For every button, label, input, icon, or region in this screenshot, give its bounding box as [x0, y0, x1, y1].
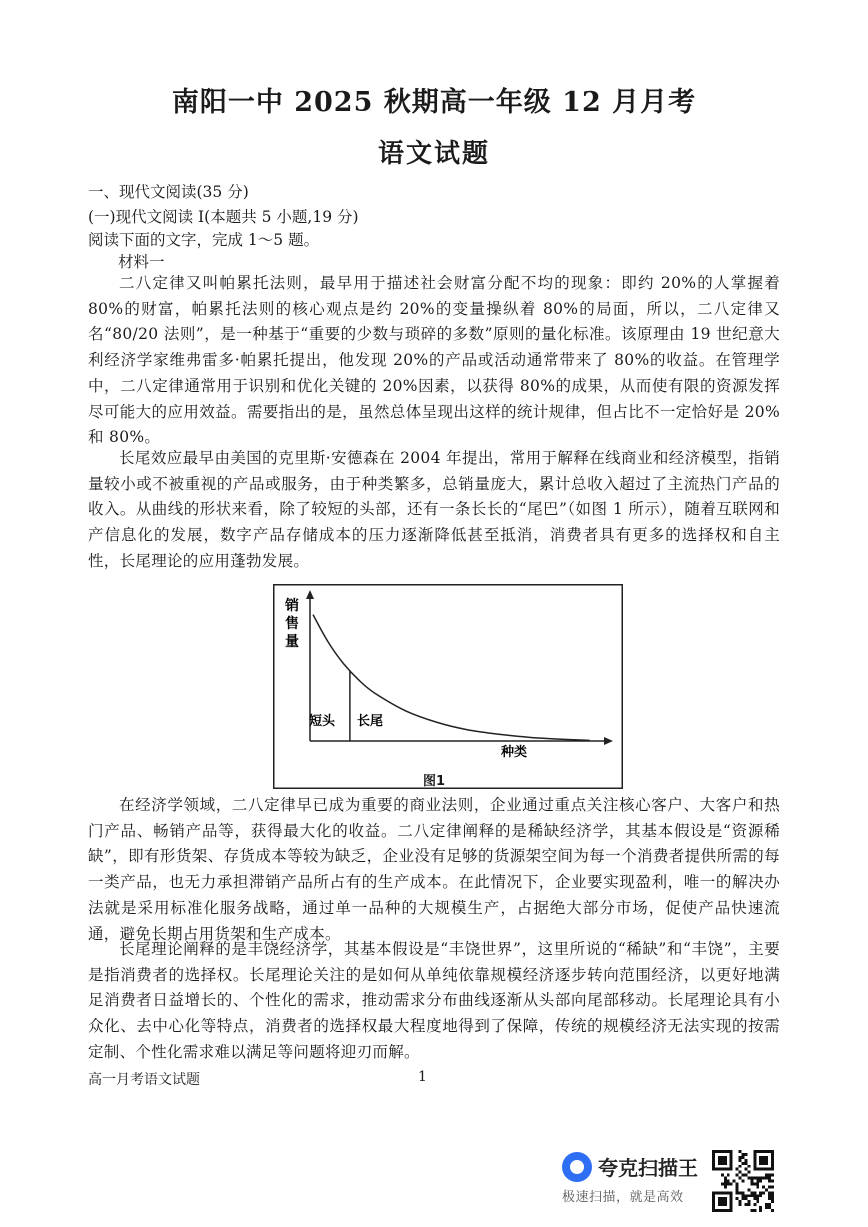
- qr-module: [762, 1185, 765, 1188]
- qr-module: [771, 1150, 774, 1171]
- qr-module: [744, 1174, 747, 1177]
- qr-module: [744, 1203, 747, 1206]
- qr-module: [744, 1162, 747, 1165]
- qr-module: [744, 1153, 747, 1156]
- qr-module: [736, 1188, 739, 1191]
- qr-module: [747, 1203, 750, 1206]
- qr-module: [744, 1168, 747, 1171]
- section-heading: 一、现代文阅读(35 分): [88, 183, 249, 201]
- qr-module: [718, 1156, 727, 1165]
- qr-module: [768, 1191, 771, 1194]
- qr-module: [747, 1177, 750, 1180]
- qr-module: [756, 1194, 759, 1197]
- qr-module: [750, 1182, 753, 1185]
- qr-module: [771, 1174, 774, 1177]
- qr-module: [712, 1191, 733, 1194]
- qr-module: [756, 1197, 759, 1200]
- qr-module: [742, 1191, 745, 1194]
- qr-module: [742, 1197, 745, 1200]
- qr-module: [742, 1162, 745, 1165]
- qr-module: [724, 1185, 727, 1188]
- qr-module: [733, 1180, 736, 1183]
- qr-module: [765, 1177, 768, 1180]
- qr-module: [721, 1174, 724, 1177]
- qr-module: [771, 1197, 774, 1200]
- qr-module: [762, 1177, 765, 1180]
- qr-module: [756, 1180, 759, 1183]
- x-label: 种类: [501, 745, 528, 760]
- qr-module: [768, 1180, 771, 1183]
- y-label-char-3: 量: [285, 634, 299, 650]
- qr-module: [765, 1203, 768, 1206]
- qr-module: [768, 1177, 771, 1180]
- qr-module: [736, 1191, 739, 1194]
- qr-module: [759, 1206, 762, 1209]
- qr-module: [750, 1180, 753, 1183]
- qr-module: [739, 1150, 742, 1153]
- qr-module: [739, 1203, 742, 1206]
- qr-module: [742, 1180, 745, 1183]
- qr-module: [750, 1191, 753, 1194]
- x-axis-arrow: [604, 737, 613, 745]
- qr-module: [771, 1180, 774, 1183]
- qr-module: [753, 1209, 756, 1212]
- qr-module: [742, 1156, 745, 1159]
- qr-module: [747, 1200, 750, 1203]
- qr-module: [744, 1197, 747, 1200]
- qr-module: [756, 1185, 759, 1188]
- y-label-char-2: 售: [285, 616, 299, 632]
- paragraph-3: 在经济学领域，二八定律早已成为重要的商业法则，企业通过重点关注核心客户、大客户和热门产品、畅销产品等，获得最大化的收益。二八定律阐释的是稀缺经济学，其基本假设是“资源稀缺”，即有形货架、存货成本等较为缺乏，企业没有足够的货源架空间为每一个消费者提供所需的每一类产品，也无力承担滞销产品所占有的生产成本。在此情况下，企业要实现盈利，唯一的解决办法就是采用标准化服务战略，通过单一品种的大规模生产，占据绝大部分市场，促使产品快速流通，避免长期占用货架和生产成本。: [88, 796, 780, 943]
- qr-module: [712, 1150, 715, 1171]
- qr-module: [771, 1209, 774, 1212]
- qr-module: [712, 1150, 733, 1153]
- exam-title: 南阳一中 2025 秋期高一年级 12 月月考: [171, 87, 697, 118]
- qr-module: [768, 1203, 771, 1206]
- qr-module: [765, 1174, 768, 1177]
- qr-module: [759, 1177, 762, 1180]
- material-label: 材料一: [118, 253, 165, 271]
- qr-module: [739, 1191, 742, 1194]
- sub-section-heading: (一)现代文阅读 I(本题共 5 小题,19 分): [88, 208, 359, 226]
- qr-module: [724, 1180, 727, 1183]
- qr-module: [747, 1165, 750, 1168]
- qr-module: [730, 1191, 733, 1212]
- long-tail-figure: [273, 584, 623, 789]
- qr-module: [753, 1150, 774, 1153]
- qr-module: [744, 1159, 747, 1162]
- paragraph-4: 长尾理论阐释的是丰饶经济学，其基本假设是“丰饶世界”，这里所说的“稀缺”和“丰饶”，主要是指消费者的选择权。长尾理论关注的是如何从单纯依靠规模经济逐步转向范围经济，以更好地满足消费者日益增长的、个性化的需求，推动需求分布曲线逐渐从头部向尾部移动。长尾理论具有小众化、去中心化等特点，消费者的选择权最大程度地得到了保障，传统的规模经济无法实现的按需定制、个性化需求难以满足等问题将迎刃而解。: [88, 940, 780, 1061]
- figure-caption: 图1: [422, 774, 446, 789]
- qr-module: [736, 1174, 739, 1177]
- qr-module: [739, 1177, 742, 1180]
- qr-module: [712, 1168, 733, 1171]
- qr-module: [742, 1153, 745, 1156]
- qr-module: [771, 1194, 774, 1197]
- scanner-watermark: [562, 1150, 712, 1210]
- qr-module: [765, 1188, 768, 1191]
- qr-module: [724, 1182, 727, 1185]
- qr-module: [771, 1200, 774, 1203]
- page-number: 1: [418, 1069, 427, 1085]
- exam-subtitle: 语文试题: [377, 139, 490, 169]
- qr-module: [765, 1206, 768, 1209]
- y-axis-arrow: [306, 590, 314, 599]
- qr-code-icon: [712, 1150, 774, 1212]
- qr-module: [712, 1209, 733, 1212]
- qr-module: [762, 1191, 765, 1194]
- qr-module: [736, 1168, 739, 1171]
- instruction: 阅读下面的文字，完成 1～5 题。: [88, 231, 320, 249]
- qr-module: [718, 1197, 727, 1206]
- brand-slogan: 极速扫描，就是高效: [562, 1190, 684, 1205]
- qr-module: [759, 1180, 762, 1183]
- qr-module: [753, 1177, 756, 1180]
- qr-module: [721, 1182, 724, 1185]
- qr-module: [753, 1150, 756, 1171]
- qr-module: [753, 1191, 756, 1194]
- qr-module: [730, 1150, 733, 1171]
- qr-module: [739, 1156, 742, 1159]
- quark-logo-icon: [562, 1152, 592, 1182]
- qr-module: [753, 1194, 756, 1197]
- paragraph-1: 二八定律又叫帕累托法则，最早用于描述社会财富分配不均的现象：即约 20%的人掌握着 80%的财富，帕累托法则的核心观点是约 20%的变量操纵着 80%的局面，所以，二八定律又名“80/20 法则”，是一种基于“重要的少数与琐碎的多数”原则的量化标准。该原理由 19 世纪意大利经济学家维弗雷多·帕累托提出，他发现 20%的产品或活动通常带来了 80%的收益。在管理学中，二八定律通常用于识别和优化关键的 20%因素，以获得 80%的成果，从而使有限的资源发挥尽可能大的应用效益。需要指出的是，虽然总体呈现出这样的统计规律，但占比不一定恰好是 20%和 80%。: [88, 274, 780, 447]
- qr-module: [759, 1209, 762, 1212]
- brand-name: 夸克扫描王: [598, 1156, 698, 1180]
- qr-module: [736, 1182, 739, 1185]
- qr-module: [744, 1194, 747, 1197]
- qr-module: [768, 1174, 771, 1177]
- qr-module: [768, 1185, 771, 1188]
- head-label: 短头: [309, 714, 336, 729]
- qr-module: [747, 1188, 750, 1191]
- paragraph-2: 长尾效应最早由美国的克里斯·安德森在 2004 年提出，常用于解释在线商业和经济模型，指销量较小或不被重视的产品或服务，由于种类繁多，总销量庞大，累计总收入超过了主流热门产品的收入。从曲线的形状来看，除了较短的头部，还有一条长长的“尾巴”（如图 1 所示），随着互联网和产信息化的发展，数字产品存储成本的压力逐渐降低甚至抵消，消费者具有更多的选择权和自主性，长尾理论的应用蓬勃发展。: [88, 449, 780, 570]
- qr-module: [739, 1165, 742, 1168]
- qr-module: [753, 1203, 756, 1206]
- qr-module: [768, 1194, 771, 1197]
- qr-module: [727, 1174, 730, 1177]
- qr-module: [736, 1197, 739, 1200]
- qr-module: [730, 1182, 733, 1185]
- qr-module: [739, 1159, 742, 1162]
- qr-module: [742, 1174, 745, 1177]
- figure-frame: [274, 585, 623, 789]
- qr-module: [747, 1194, 750, 1197]
- qr-module: [759, 1156, 768, 1165]
- qr-module: [739, 1200, 742, 1203]
- qr-module: [756, 1182, 759, 1185]
- qr-module: [750, 1194, 753, 1197]
- qr-module: [768, 1197, 771, 1200]
- qr-module: [753, 1197, 756, 1200]
- qr-module: [750, 1209, 753, 1212]
- tail-label: 长尾: [357, 714, 384, 729]
- qr-module: [724, 1177, 727, 1180]
- qr-module: [753, 1168, 774, 1171]
- qr-module: [759, 1191, 762, 1194]
- qr-module: [753, 1182, 756, 1185]
- qr-module: [750, 1177, 753, 1180]
- footer-title: 高一月考语文试题: [88, 1072, 200, 1088]
- qr-module: [759, 1194, 762, 1197]
- qr-module: [768, 1206, 771, 1209]
- qr-module: [739, 1171, 742, 1174]
- qr-module: [756, 1177, 759, 1180]
- qr-module: [756, 1200, 759, 1203]
- qr-module: [747, 1171, 750, 1174]
- qr-module: [736, 1185, 739, 1188]
- qr-module: [771, 1185, 774, 1188]
- qr-module: [742, 1194, 745, 1197]
- qr-module: [727, 1180, 730, 1183]
- sales-curve: [313, 615, 590, 741]
- qr-module: [712, 1191, 715, 1212]
- qr-module: [727, 1182, 730, 1185]
- qr-module: [771, 1191, 774, 1194]
- y-label-char-1: 销: [285, 598, 299, 614]
